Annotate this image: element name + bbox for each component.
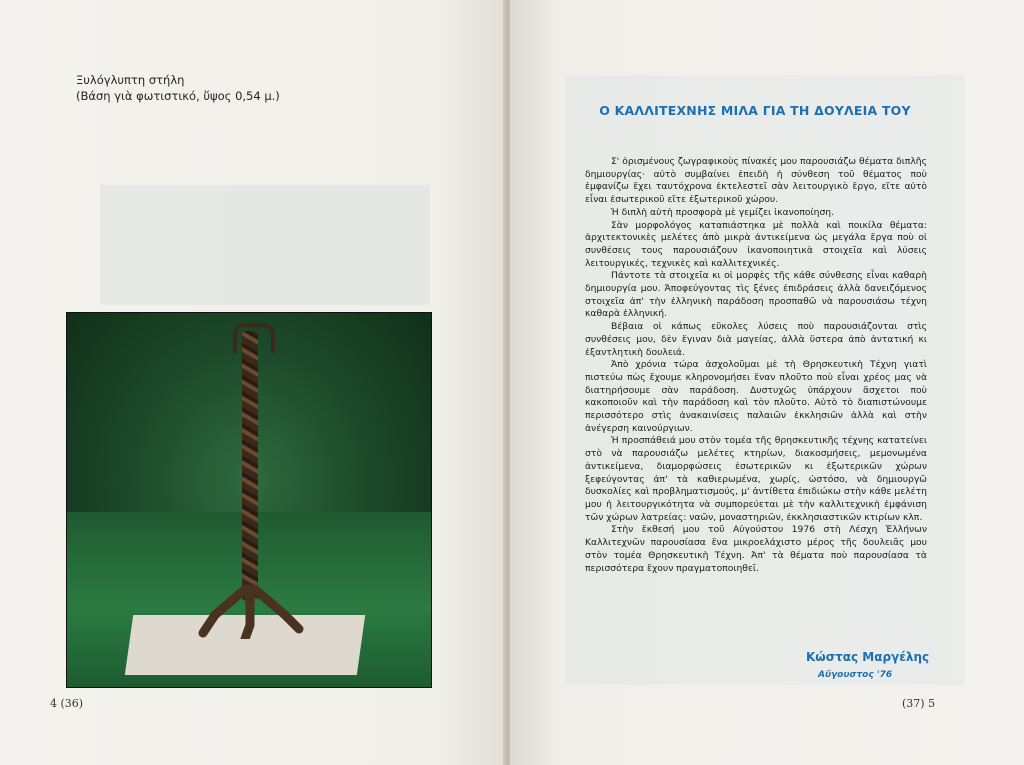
page-number-left: 4 (36) — [50, 697, 84, 710]
paragraph: Σὰν μορφολόγος καταπιάστηκα μὲ πολλὰ καὶ ποικίλα θέματα: ἀρχιτεκτονικὲς μελέτες ἀπὸ μικρὰ ἀντικείμενα ὡς μεγάλα ἔργα ποὺ οἱ συνθέσεις τους παρουσιάζουν ἱκανοποιητικὰ στοιχεῖα καὶ λύσεις λειτουργικές, τεχνικὲς καὶ καλλιτεχνικές. — [585, 219, 927, 269]
author-signature: Κώστας Μαργέλης — [806, 650, 930, 664]
paragraph: Ἀπὸ χρόνια τώρα ἀσχολοῦμαι μὲ τὴ Θρησκευτικὴ Τέχνη γιατὶ πιστεύω πὼς ἔχουμε κληρονομήσει ἕναν πλοῦτο ποὺ εἶναι χρέος μας νὰ διατηρήσουμε σὰν παράδοση. Δυστυχῶς ὑπάρχουν ἄσχετοι ποὺ κακοποιοῦν καὶ τὴν παράδοση καὶ τὸν πλοῦτο. Αὐτὸ τὸ διαπιστώνουμε περισσότερο στὶς ἀνακαινίσεις παλαιῶν ἐκκλησιῶν ἀλλὰ καὶ στὴν ἀνέγερση καινούργιων. — [585, 359, 927, 434]
paragraph: Στὴν ἔκθεσή μου τοῦ Αὐγούστου 1976 στὴ Λέσχη Ἑλλήνων Καλλιτεχνῶν παρουσίασα ἕνα μικροελάχιστο μέρος τῆς δουλειᾶς μου στὸν τομέα Θρησκευτικὴ Τέχνη. Ἀπ' τὰ θέματα ποὺ παρουσίασα τὰ περισσότερα ἔχουν πραγματοποιηθεῖ. — [585, 524, 927, 574]
paragraph: Πάντοτε τὰ στοιχεῖα κι οἱ μορφὲς τῆς κάθε σύνθεσης εἶναι καθαρὴ δημιουργία μου. Ἀποφεύγοντας τὶς ξένες ἐπιδράσεις ἀλλὰ δανειζόμενος στοιχεῖα ἀπ' τὴν ἑλληνικὴ παράδοση προσπαθῶ νὰ παρουσιάσω τέχνη καθαρὰ ἑλληνική. — [585, 270, 927, 320]
sculpture-photo — [66, 312, 432, 688]
photo-caption — [76, 72, 280, 104]
carved-column — [242, 331, 258, 601]
page-number-right: (37) 5 — [902, 697, 936, 710]
caption-detail: (Βάση γιὰ φωτιστικό, ὕψος 0,54 μ.) — [76, 89, 280, 103]
paragraph: Ἡ προσπάθειά μου στὸν τομέα τῆς θρησκευτικῆς τέχνης κατατείνει στὸ νὰ παρουσιάζω μελέτες κτηρίων, διακοσμήσεις, μεμονωμένα ἀντικείμενα, διαμορφώσεις ἐσωτερικῶν κι ἐξωτερικῶν χώρων ξεφεύγοντας ἀπ' τὰ καθιερωμένα, χωρίς, ὡστόσο, νὰ δημιουργῶ δυσκολίες καὶ προβληματισμούς, μ' ἀντίθετα ἐπιδιώκω στὴν κάθε μελέτη μου ἡ λειτουργικότητα νὰ συμπορεύεται μὲ τὴν καλλιτεχνικὴ ἐμφάνιση τῶν χώρων λατρείας: ναῶν, μοναστηριῶν, ἐκκλησιαστικῶν κτιρίων κλπ. — [585, 435, 927, 523]
article-body — [585, 156, 927, 575]
column-base — [195, 585, 305, 639]
bleed-through — [100, 185, 430, 305]
paragraph: Σ' ὁρισμένους ζωγραφικοὺς πίνακές μου παρουσιάζω θέματα διπλῆς δημιουργίας· αὐτὸ συμβαίνει ἐπειδὴ ἡ σύνθεση τοῦ θέματος ποὺ ἐμφανίζω ἔχει ταυτόχρονα ἐκτελεστεῖ σὰν λειτουργικὸ ἔργο, εἴτε αὐτὸ εἶναι ἐσωτερικοῦ εἴτε ἐξωτερικοῦ χώρου. — [585, 156, 927, 206]
left-page — [0, 0, 508, 765]
article-title: Ο ΚΑΛΛΙΤΕΧΝΗΣ ΜΙΛΑ ΓΙΑ ΤΗ ΔΟΥΛΕΙΑ ΤΟΥ — [599, 103, 911, 118]
article-date: Αὔγουστος '76 — [818, 670, 893, 680]
paragraph: Ἡ διπλὴ αὐτὴ προσφορὰ μὲ γεμίζει ἱκανοποίηση. — [611, 206, 835, 218]
paragraph: Βέβαια οἱ κάπως εὔκολες λύσεις ποὺ παρουσιάζονται στὶς συνθέσεις μου, δὲν ἔγιναν διὰ μαγείας, ἀλλὰ ὕστερα ἀπὸ ἀντατική κι ἐξαντλητικὴ δουλειά. — [585, 321, 927, 358]
caption-title: Ξυλόγλυπτη στήλη — [76, 73, 185, 87]
